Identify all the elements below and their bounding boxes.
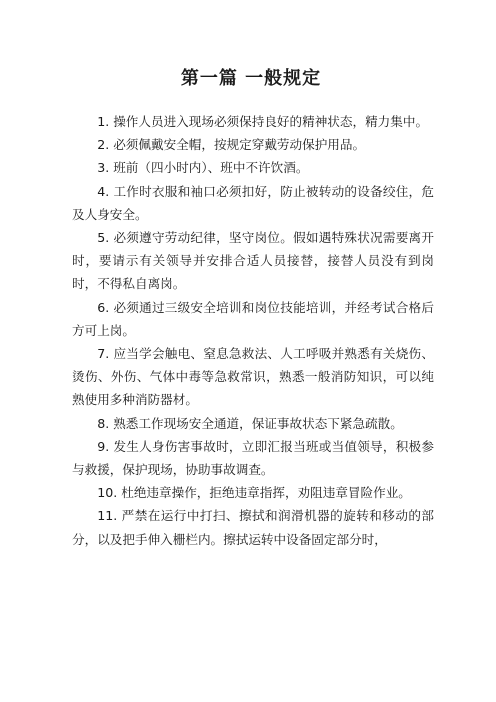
rule-item-1: 1. 操作人员进入现场必须保持良好的精神状态，精力集中。	[97, 114, 429, 129]
page-title: 第一篇 一般规定	[180, 68, 322, 89]
rule-item-9: 9. 发生人身伤害事故时，立即汇报当班或当值领导，积极参与救援，保护现场，协助事故调查。	[72, 438, 434, 478]
rule-item-11: 11. 严禁在运行中打扫、擦拭和润滑机器的旋转和移动的部分，以及把手伸入栅栏内。擦拭运转中设备固定部分时，	[72, 508, 434, 547]
rule-item-4: 4. 工作时衣服和袖口必须扣好，防止被转动的设备绞住，危及人身安全。	[72, 183, 434, 222]
rule-item-5: 5. 必须遵守劳动纪律，坚守岗位。假如遇特殊状况需要离开时，要请示有关领导并安排合适人员接替，接替人员没有到岗时，不得私自离岗。	[72, 230, 434, 292]
rules-list	[72, 110, 434, 551]
rule-item-7: 7. 应当学会触电、窒息急救法、人工呼吸并熟悉有关烧伤、烫伤、外伤、气体中毒等急救常识，熟悉一般消防知识，可以纯熟使用多种消防器材。	[72, 346, 434, 408]
rule-item-6: 6. 必须通过三级安全培训和岗位技能培训，并经考试合格后方可上岗。	[72, 299, 434, 338]
rule-item-10: 10. 杜绝违章操作，拒绝违章指挥，劝阻违章冒险作业。	[97, 485, 411, 501]
rule-item-2: 2. 必须佩戴安全帽，按规定穿戴劳动保护用品。	[97, 137, 366, 153]
rule-item-8: 8. 熟悉工作现场安全通道，保证事故状态下紧急疏散。	[97, 415, 403, 431]
rule-item-3: 3. 班前（四小时内）、班中不许饮酒。	[97, 160, 309, 176]
